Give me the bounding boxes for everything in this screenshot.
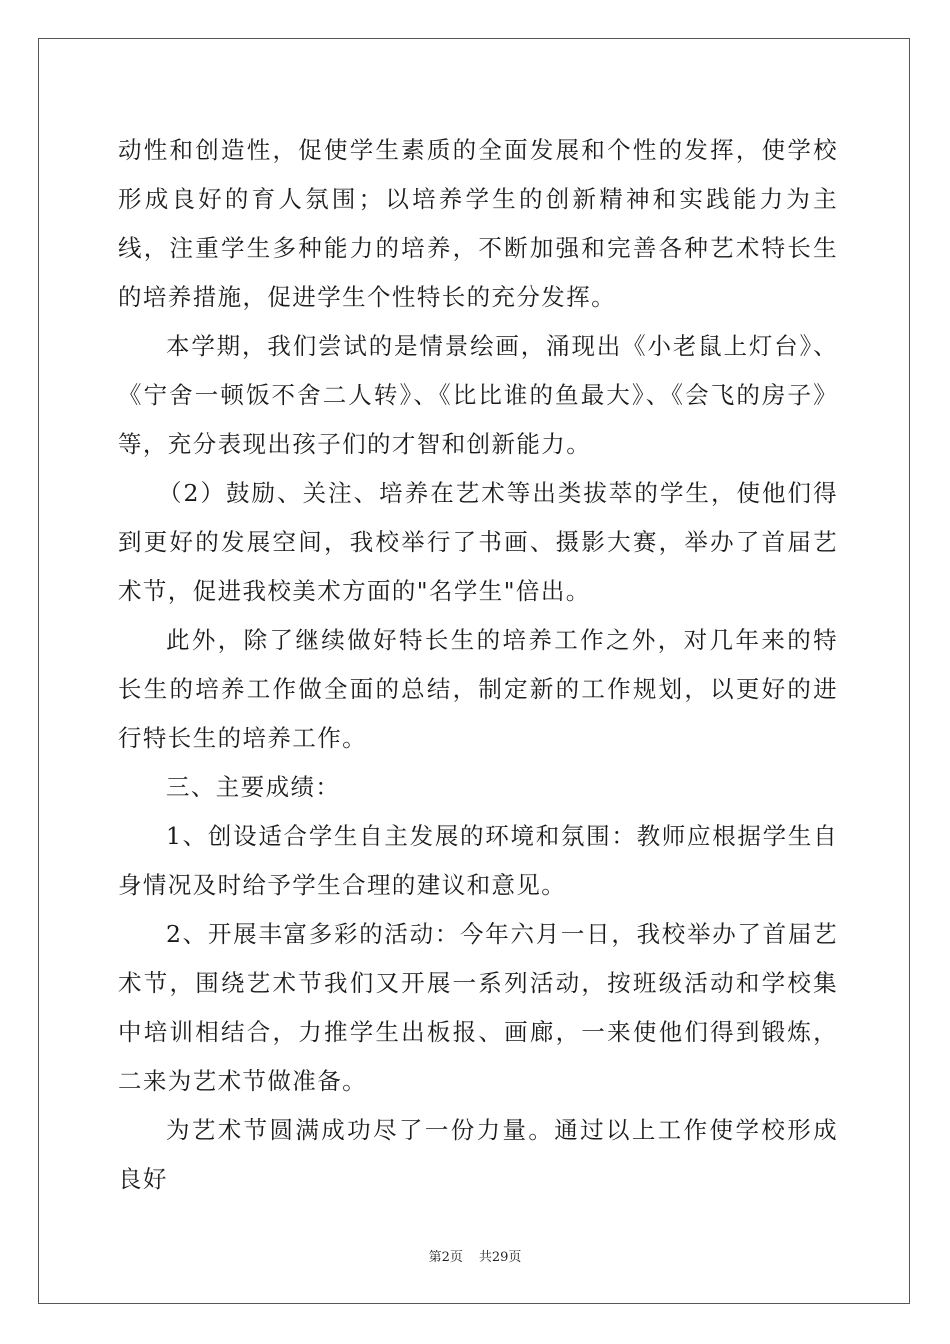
paragraph-7: 为艺术节圆满成功尽了一份力量。通过以上工作使学校形成良好 bbox=[118, 1116, 838, 1193]
paragraph-5: 1、创设适合学生自主发展的环境和氛围：教师应根据学生自身情况及时给予学生合理的建议和意见。 bbox=[118, 822, 838, 899]
paragraph-1: 动性和创造性，促使学生素质的全面发展和个性的发挥，使学校形成良好的育人氛围；以培养学生的创新精神和实践能力为主线，注重学生多种能力的培养，不断加强和完善各种艺术特长生的培养措施，促进学生个性特长的充分发挥。 bbox=[118, 136, 838, 311]
paragraph-3: （2）鼓励、关注、培养在艺术等出类拔萃的学生，使他们得到更好的发展空间，我校举行了书画、摄影大赛，举办了首届艺术节，促进我校美术方面的"名学生"倍出。 bbox=[118, 479, 838, 605]
section-heading: 三、主要成绩： bbox=[166, 773, 341, 801]
document-body bbox=[118, 126, 838, 1204]
page-total: 共29页 bbox=[478, 1250, 522, 1265]
page-number: 第2页 bbox=[428, 1250, 463, 1265]
paragraph-6: 2、开展丰富多彩的活动：今年六月一日，我校举办了首届艺术节，围绕艺术节我们又开展一系列活动，按班级活动和学校集中培训相结合，力推学生出板报、画廊，一来使他们得到锻炼，二来为艺术节做准备。 bbox=[118, 920, 838, 1095]
page-footer bbox=[0, 1246, 950, 1265]
paragraph-2: 本学期，我们尝试的是情景绘画，涌现出《小老鼠上灯台》、《宁舍一顿饭不舍二人转》、《比比谁的鱼最大》、《会飞的房子》等，充分表现出孩子们的才智和创新能力。 bbox=[118, 332, 838, 458]
paragraph-4: 此外，除了继续做好特长生的培养工作之外，对几年来的特长生的培养工作做全面的总结，制定新的工作规划，以更好的进行特长生的培养工作。 bbox=[118, 626, 838, 752]
